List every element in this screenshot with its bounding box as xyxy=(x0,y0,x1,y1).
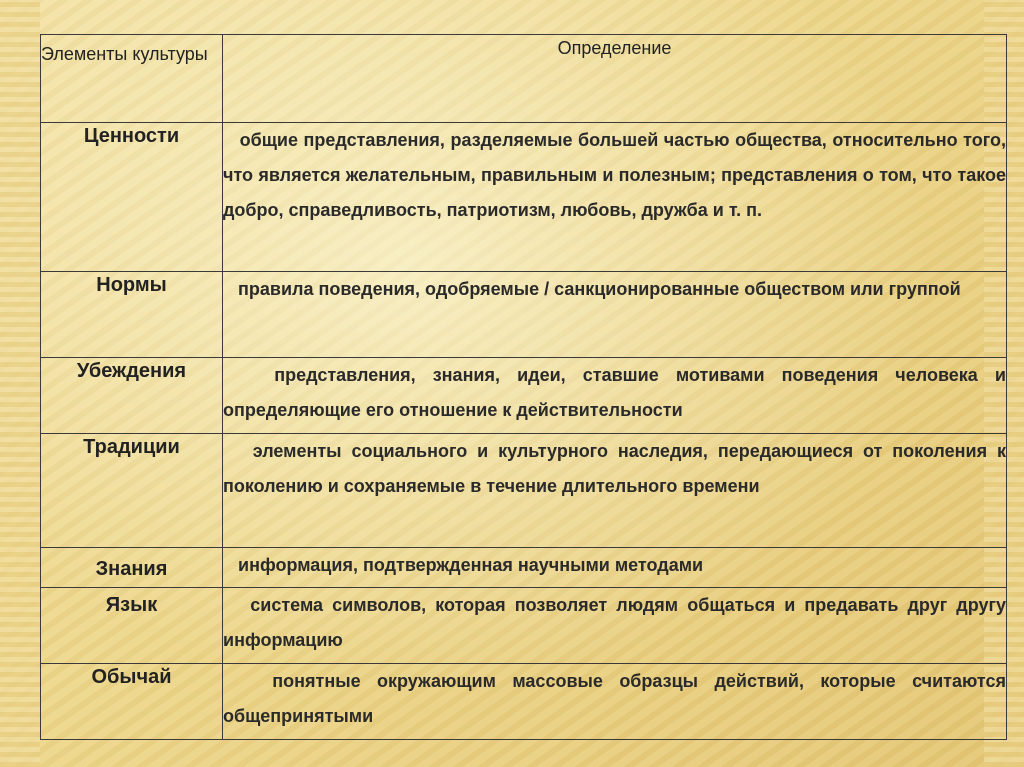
definition-cell: общие представления, разделяемые большей частью общества, относительно того, что является желательным, правильным и полезным; представления о том, что такое добро, справедливость, патриотизм, любовь, дружба и т. п. xyxy=(223,123,1007,272)
definition-cell: информация, подтвержденная научными методами xyxy=(223,548,1007,588)
term-cell: Язык xyxy=(41,588,223,664)
header-elements: Элементы культуры xyxy=(41,35,223,123)
header-definition: Определение xyxy=(223,35,1007,123)
table-header-row xyxy=(41,35,1007,123)
definition-cell: система символов, которая позволяет людям общаться и предавать друг другу информацию xyxy=(223,588,1007,664)
table-row xyxy=(41,123,1007,272)
term-cell: Знания xyxy=(41,548,223,588)
table-row xyxy=(41,358,1007,434)
table-row xyxy=(41,272,1007,358)
table-row xyxy=(41,588,1007,664)
table-row xyxy=(41,548,1007,588)
definition-cell: элементы социального и культурного наследия, передающиеся от поколения к поколению и сохраняемые в течение длительного времени xyxy=(223,434,1007,548)
definition-cell: правила поведения, одобряемые / санкционированные обществом или группой xyxy=(223,272,1007,358)
definition-cell: понятные окружающим массовые образцы действий, которые считаются общепринятыми xyxy=(223,664,1007,740)
decorative-stripe-left xyxy=(0,0,40,767)
term-cell: Убеждения xyxy=(41,358,223,434)
term-cell: Обычай xyxy=(41,664,223,740)
table-row xyxy=(41,434,1007,548)
term-cell: Нормы xyxy=(41,272,223,358)
term-cell: Традиции xyxy=(41,434,223,548)
culture-elements-table xyxy=(40,34,1007,740)
definition-cell: представления, знания, идеи, ставшие мотивами поведения человека и определяющие его отношение к действительности xyxy=(223,358,1007,434)
table-row xyxy=(41,664,1007,740)
term-cell: Ценности xyxy=(41,123,223,272)
